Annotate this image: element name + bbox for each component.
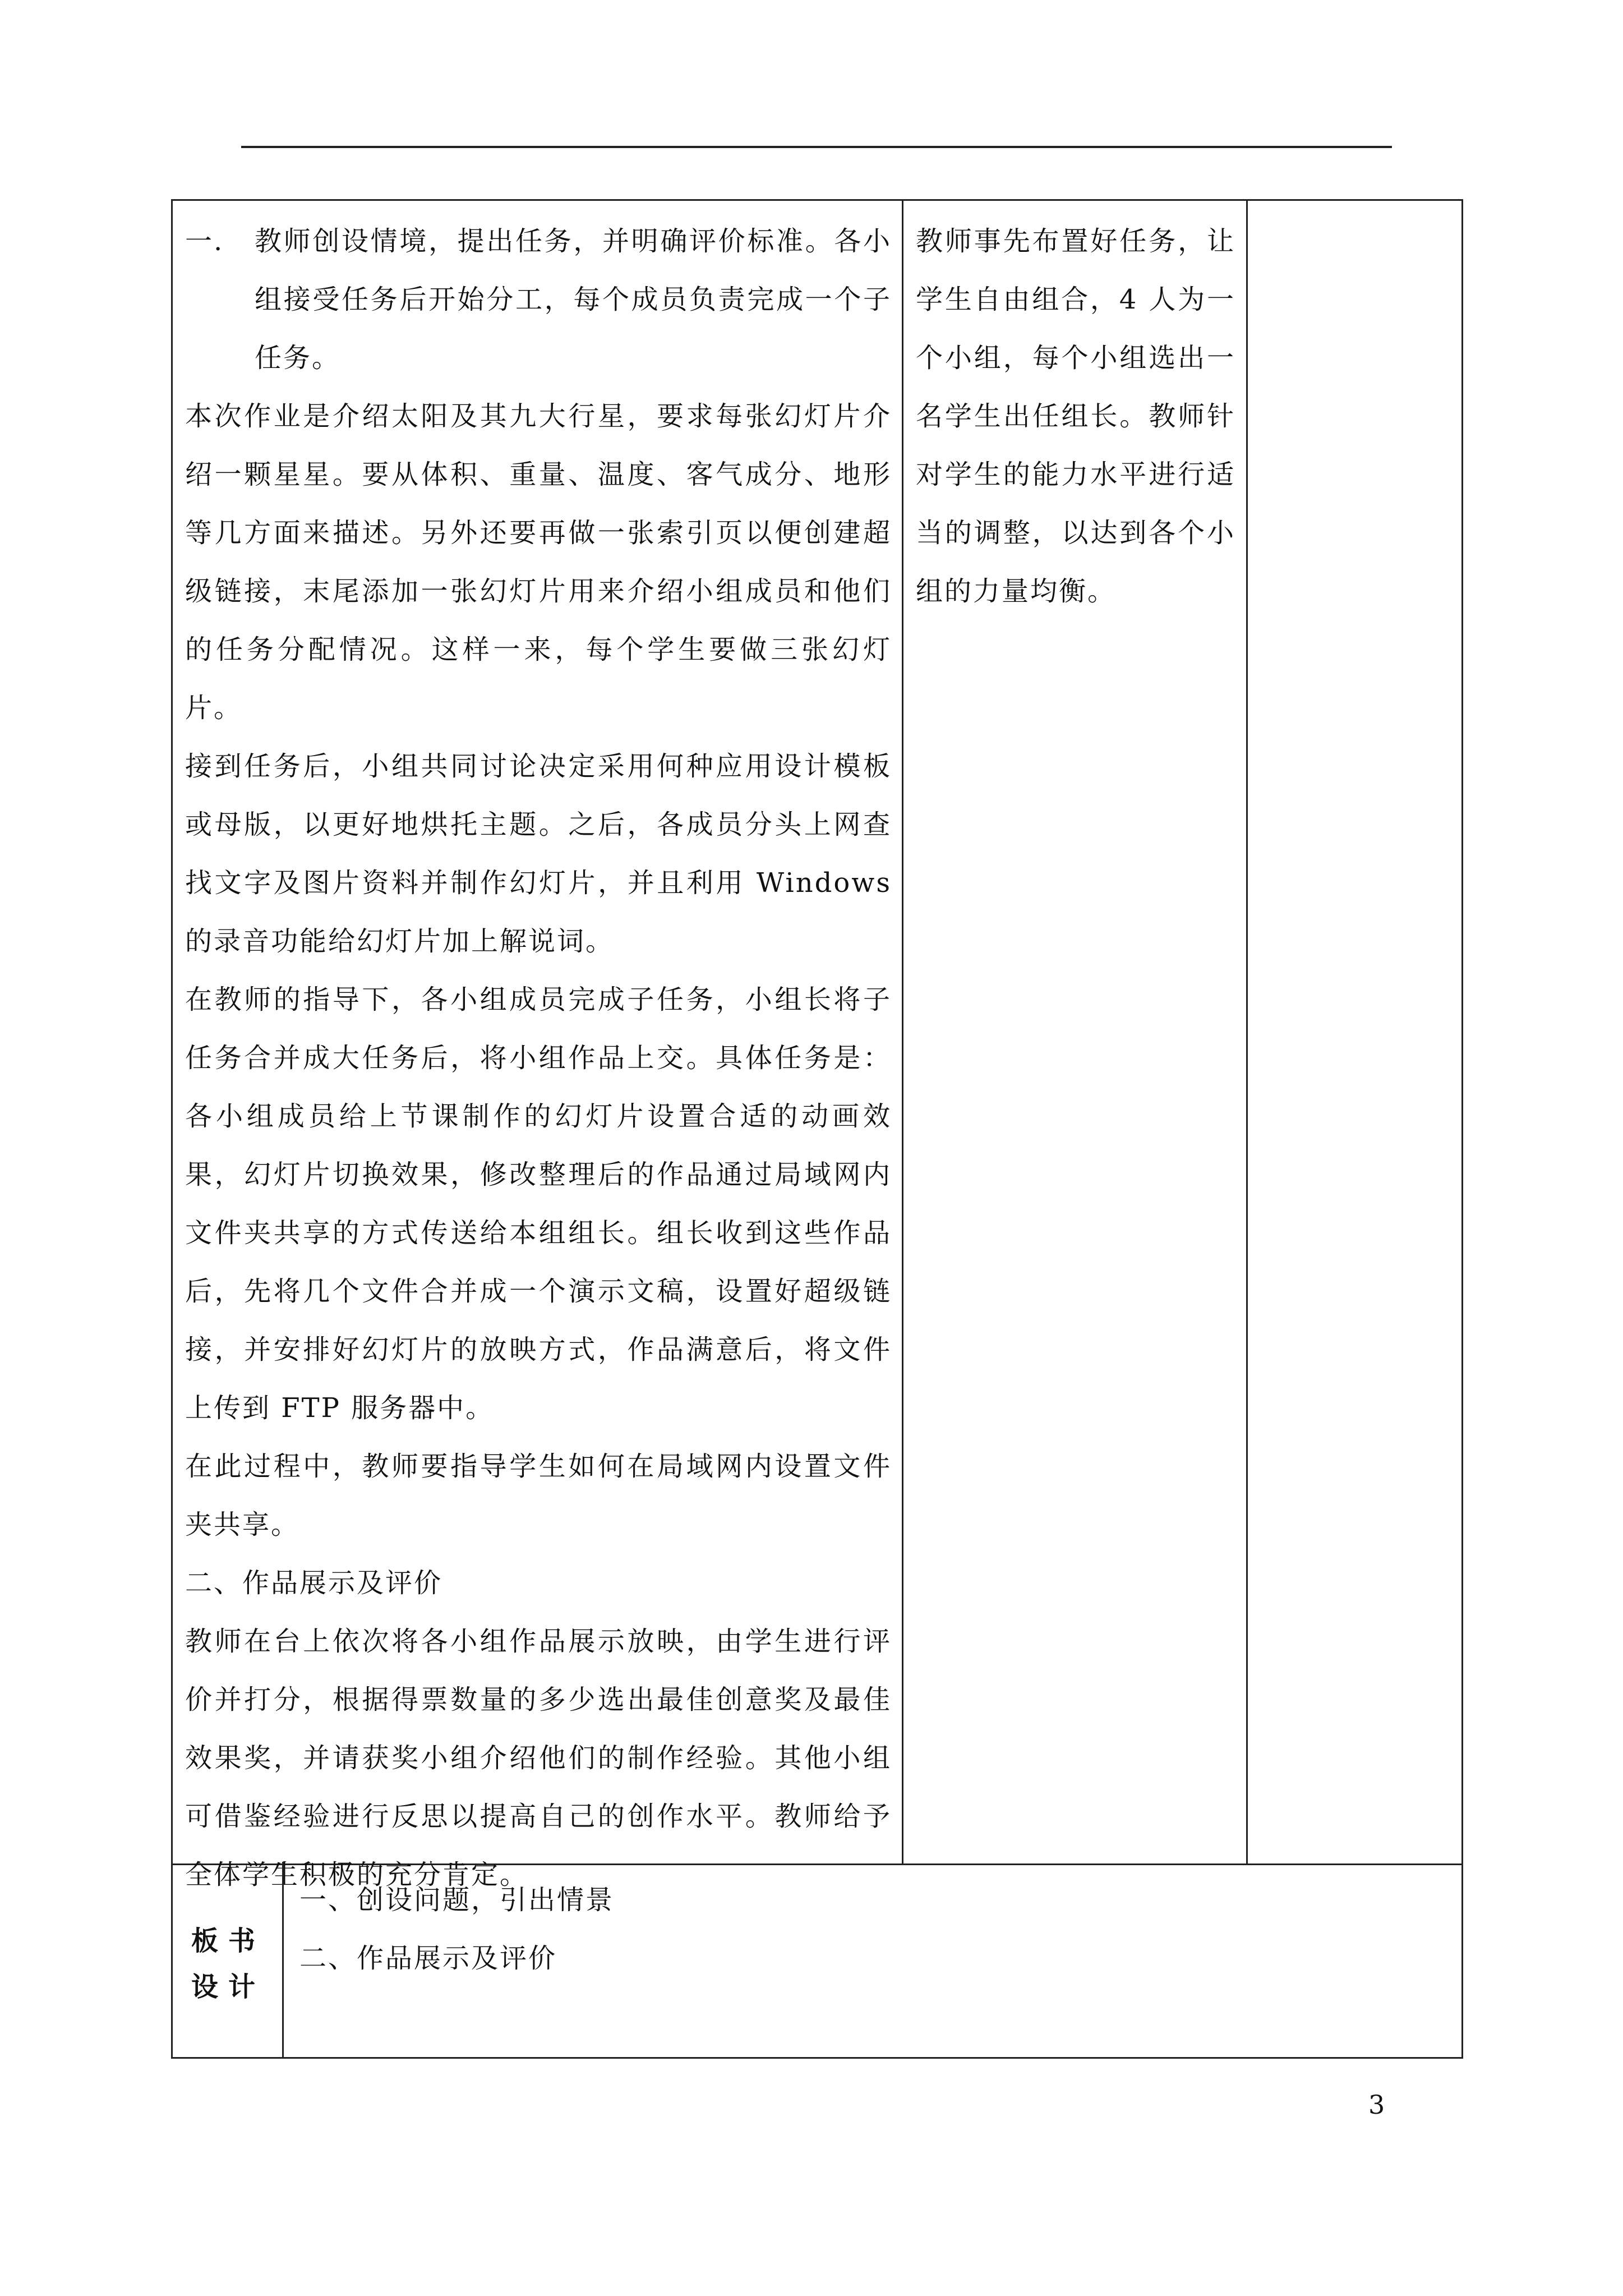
paragraph-teacher-guidance: 在此过程中，教师要指导学生如何在局域网内设置文件夹共享。 [185,1451,892,1540]
teacher-notes-text: 教师事先布置好任务，让学生自由组合，4 人为一个小组，每个小组选出一名学生出任组长。教师针对学生的能力水平进行适当的调整，以达到各个小组的力量均衡。 [916,226,1235,607]
board-design-label-cell [173,1862,284,2057]
board-item-one: 一、创设问题，引出情景 [299,1884,615,1916]
lesson-table [171,199,1463,1890]
step-one-text: 教师创设情境，提出任务，并明确评价标准。各小组接受任务后开始分工，每个成员负责完成一个子任务。 [255,226,892,374]
paragraph-group-work: 接到任务后，小组共同讨论决定采用何种应用设计模板或母版，以更好地烘托主题。之后，各成员分头上网查找文字及图片资料并制作幻灯片，并且利用 Windows 的录音功能给幻灯片加上解说词。 [185,751,892,957]
teacher-notes-cell [903,201,1248,1864]
paragraph-evaluation: 教师在台上依次将各小组作品展示放映，由学生进行评价并打分，根据得票数量的多少选出最佳创意奖及最佳效果奖，并请获奖小组介绍他们的制作经验。其他小组可借鉴经验进行反思以提高自己的创作水平。教师给予全体学生积极的充分肯定。 [185,1626,892,1890]
step-one-number: 一. [185,226,224,257]
board-item-two: 二、作品展示及评价 [299,1943,557,1974]
page-number: 3 [1368,2090,1385,2120]
blank-cell [1248,201,1461,1864]
board-design-table [171,1862,1463,2059]
heading-showcase: 二、作品展示及评价 [185,1567,443,1599]
board-design-label-line2: 设计 [191,1971,265,2003]
paragraph-assignment: 本次作业是介绍太阳及其九大行星，要求每张幻灯片介绍一颗星星。要从体积、重量、温度、客气成分、地形等几方面来描述。另外还要再做一张索引页以便创建超级链接，末尾添加一张幻灯片用来介绍小组成员和他们的任务分配情况。这样一来，每个学生要做三张幻灯片。 [185,401,892,724]
step-one [185,212,892,387]
board-design-content-cell [284,1862,1461,2057]
teaching-process-cell [173,201,903,1890]
paragraph-subtasks: 在教师的指导下，各小组成员完成子任务，小组长将子任务合并成大任务后，将小组作品上交。具体任务是：各小组成员给上节课制作的幻灯片设置合适的动画效果，幻灯片切换效果，修改整理后的作品通过局域网内文件夹共享的方式传送给本组组长。组长收到这些作品后，先将几个文件合并成一个演示文稿，设置好超级链接，并安排好幻灯片的放映方式，作品满意后，将文件上传到 FTP 服务器中。 [185,984,892,1424]
header-rule [241,146,1392,148]
board-design-label-line1: 板书 [191,1925,265,1957]
